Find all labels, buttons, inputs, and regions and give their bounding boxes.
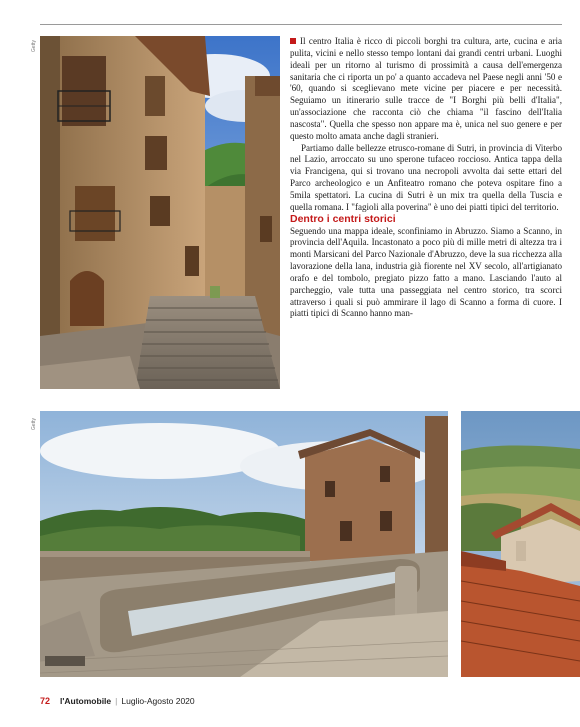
intro-paragraph-1-text: Il centro Italia è ricco di piccoli borghi tra cultura, arte, cucina e aria pulita, vicini e nello stesso tempo lontani dai grandi centri urbani. Luoghi ideali per un ritorno al turismo di prossimità a causa dell'emergenza sanitaria che ci riporta un po' a quanto accadeva nel Paese negli anni '50 e '60, quando si sceglievano mete vicine per piacere e per necessità. Seguiamo un itinerario sulle tracce de "I Borghi più belli d'Italia", un'associazione che racconta ciò che chiama "il fascino dell'Italia nascosta". Quella che spesso non appare ma è, unica nel suo genere e per questo molto amata anche dagli stranieri. <box>290 36 562 141</box>
footer-separator: | <box>115 696 118 706</box>
body-paragraph-1: Seguendo una mappa ideale, sconfiniamo in Abruzzo. Siamo a Scanno, in provincia dell'Aquila. Incastonato a poco più di mille metri di altezza tra i monti Marsicani del Parco Nazionale d'Abruzzo, deve la sua ricchezza alla lavorazione della lana, industria già fiorente nel XV secolo, all'artigianato orafo e del tombolo, pregiato pizzo fatto a mano. Lasciando l'auto al parcheggio, vale tutta una passeggiata nel centro storico, tra scorci attraverso i quali si può ammirare il lago di Scanno a forma di cuore. I piatti tipici di Scanno hanno man- <box>290 225 562 319</box>
section-subheading: Dentro i centri storici <box>290 212 396 225</box>
article-text-column <box>290 36 562 320</box>
photo-scanno-fountain <box>40 411 448 677</box>
photo-scanno-rooftops <box>461 411 580 677</box>
intro-paragraph-2: Partiamo dalle bellezze etrusco-romane di Sutri, in provincia di Viterbo nel Lazio, arroccato su uno sperone tufaceo roccioso. Antica tappa della via Francigena, qui si trovano una necropoli avvolta dai sette ettari del Parco archeologico e un Anfiteatro romano che poteva ospitare fino a 5mila spettatori. La cucina di Sutri è un mix tra quella della Tuscia e quella romana. I "fagioli alla poverina" è uno dei piatti tipici del territorio. <box>290 142 562 212</box>
magazine-name: l'Automobile <box>60 696 112 706</box>
red-square-icon <box>290 38 296 44</box>
photo-credit-top: Getty <box>31 40 37 52</box>
top-rule <box>40 24 562 25</box>
photo-credit-bottom: Getty <box>31 418 37 430</box>
issue-date: Luglio-Agosto 2020 <box>121 696 195 706</box>
page-footer <box>40 696 195 706</box>
photo-sutri-alley <box>40 36 280 389</box>
intro-paragraph-1 <box>290 36 562 143</box>
page-number: 72 <box>40 696 51 706</box>
